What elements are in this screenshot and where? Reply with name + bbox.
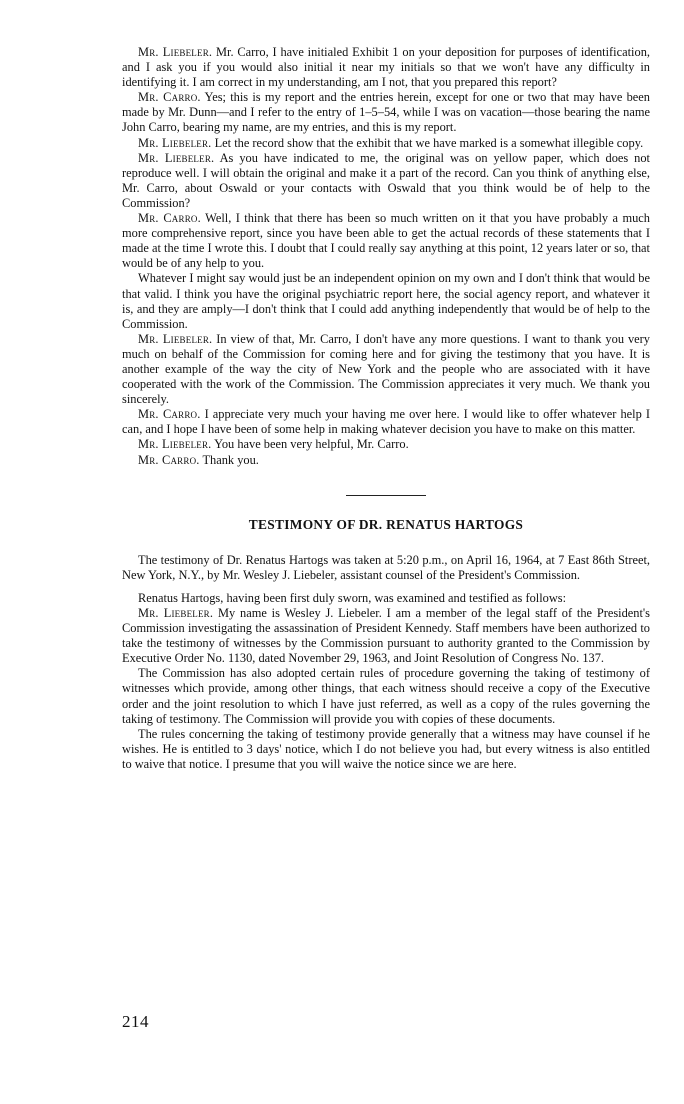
paragraph-text: Mr. Carro, I have initialed Exhibit 1 on your deposition for purposes of identification, and I ask you if you would also initial it near my initials so that we won't have any difficulty in identifying it. I am correct in my understanding, am I not, that you prepared this report?	[122, 45, 650, 90]
paragraph-text: As you have indicated to me, the original was on yellow paper, which does not reproduce well. I will obtain the original and make it a part of the record. Can you think of anything else, Mr. Carro, about Oswald or your contacts with Oswald that you think would be of help to the Commission?	[122, 150, 650, 210]
testimony-paragraph	[122, 332, 650, 407]
testimony-part-two	[122, 606, 650, 772]
testimony-paragraph	[122, 211, 650, 271]
testimony-paragraph	[122, 453, 650, 468]
speaker-name: Mr. Carro.	[138, 407, 201, 422]
paragraph-text: Thank you.	[199, 452, 259, 467]
paragraph-text: Yes; this is my report and the entries herein, except for one or two that may have been made by Mr. Dunn—and I refer to the entry of 1–5–54, while I was on vacation—those bearing the name John Carro, bearing my name, are my entries, and this is my report.	[122, 90, 650, 135]
paragraph-text: Let the record show that the exhibit that we have marked is a somewhat illegible copy.	[211, 135, 644, 150]
speaker-name: Mr. Liebeler.	[138, 606, 214, 620]
testimony-paragraph	[122, 407, 650, 437]
testimony-paragraph	[122, 437, 650, 452]
paragraph-text: The rules concerning the taking of testimony provide generally that a witness may have counsel if he wishes. He is entitled to 3 days' notice, which I do not believe you had, but every witness is also entitled to waive that notice. I presume that you will waive the notice since we are here.	[122, 726, 650, 771]
document-page	[122, 45, 650, 772]
paragraph-text: The Commission has also adopted certain rules of procedure governing the taking of testimony of witnesses which provide, among other things, that each witness should receive a copy of the Executive order and the joint resolution to which I have just referred, as well as a copy of the rules governing the taking of testimony. The Commission will provide you with copies of these documents.	[122, 666, 650, 726]
speaker-name: Mr. Carro.	[138, 452, 200, 467]
paragraph-text: I appreciate very much your having me over here. I would like to offer whatever help I can, and I hope I have been of some help in making whatever decision you have to make on this matter.	[122, 407, 650, 437]
testimony-paragraph	[122, 136, 650, 151]
speaker-name: Mr. Liebeler.	[138, 135, 212, 150]
intro-paragraph: The testimony of Dr. Renatus Hartogs was taken at 5:20 p.m., on April 16, 1964, at 7 East 86th Street, New York, N.Y., by Mr. Wesley J. Liebeler, assistant counsel of the President's Commission.	[122, 552, 650, 582]
page-number: 214	[122, 1012, 149, 1031]
testimony-paragraph	[122, 151, 650, 211]
speaker-name: Mr. Liebeler.	[138, 150, 215, 165]
testimony-paragraph	[122, 606, 650, 666]
speaker-name: Mr. Liebeler.	[138, 437, 212, 452]
paragraph-text: In view of that, Mr. Carro, I don't have any more questions. I want to thank you very much on behalf of the Commission for coming here and for giving the testimony that you have. It is another example of the way the city of New York and the people who are associated with it have cooperated with the work of the Commission. The Commission appreciates it very much. We thank you sincerely.	[122, 331, 650, 407]
testimony-part-one	[122, 45, 650, 468]
speaker-name: Mr. Carro.	[138, 90, 201, 105]
speaker-name: Mr. Liebeler.	[138, 45, 213, 59]
sworn-paragraph: Renatus Hartogs, having been first duly sworn, was examined and testified as follows:	[138, 590, 567, 605]
section-divider	[346, 495, 426, 496]
paragraph-text: Whatever I might say would just be an independent opinion on my own and I don't think that would be that valid. I think you have the original psychiatric report here, the social agency report, and whatever it is, and they are amply—I don't think that I could add anything independently that would be of help to the Commission.	[122, 271, 650, 331]
speaker-name: Mr. Liebeler.	[138, 331, 213, 346]
section-heading: TESTIMONY OF DR. RENATUS HARTOGS	[248, 516, 524, 532]
paragraph-text: You have been very helpful, Mr. Carro.	[211, 437, 409, 452]
testimony-paragraph	[122, 90, 650, 135]
testimony-paragraph	[122, 666, 650, 726]
paragraph-text: Well, I think that there has been so much written on it that you have probably a much more comprehensive report, since you have been able to get the actual records of these statements that I made at the time I wrote this. I doubt that I could really say anything at this point, 12 years later or so, that would be of any help to you.	[122, 211, 650, 271]
testimony-paragraph	[122, 271, 650, 331]
paragraph-text: My name is Wesley J. Liebeler. I am a member of the legal staff of the President's Commission investigating the assassination of President Kennedy. Staff members have been authorized to take the testimony of witnesses by the Commission pursuant to authority granted to the Commission by Executive Order No. 1130, dated November 29, 1963, and Joint Resolution of Congress No. 137.	[122, 606, 650, 666]
paragraph-gap	[122, 583, 650, 591]
testimony-paragraph	[122, 45, 650, 90]
testimony-paragraph	[122, 727, 650, 772]
speaker-name: Mr. Carro.	[138, 211, 201, 226]
